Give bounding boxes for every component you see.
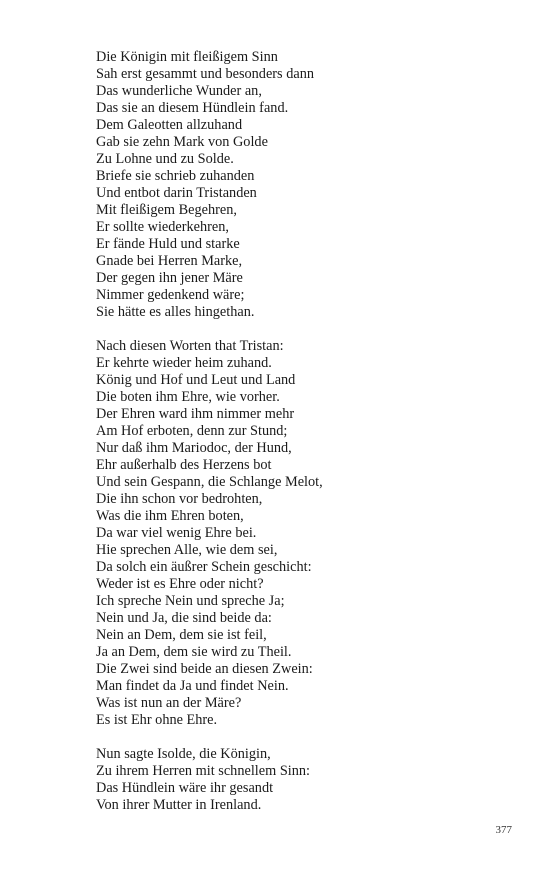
verse-line: Von ihrer Mutter in Irenland. bbox=[96, 797, 262, 813]
verse-line: Nimmer gedenkend wäre; bbox=[96, 287, 245, 303]
verse-line: Was die ihm Ehren boten, bbox=[96, 508, 244, 524]
verse-line: Mit fleißigem Begehren, bbox=[96, 202, 237, 218]
verse-line: Nach diesen Worten that Tristan: bbox=[96, 338, 284, 354]
poem-text bbox=[96, 49, 516, 814]
verse-line: Die ihn schon vor bedrohten, bbox=[96, 491, 263, 507]
verse-line: Da war viel wenig Ehre bei. bbox=[96, 525, 257, 541]
verse-line: Die boten ihm Ehre, wie vorher. bbox=[96, 389, 280, 405]
verse-line: Hie sprechen Alle, wie dem sei, bbox=[96, 542, 278, 558]
verse-line: Das Hündlein wäre ihr gesandt bbox=[96, 780, 274, 796]
verse-line: Er sollte wiederkehren, bbox=[96, 219, 229, 235]
stanza bbox=[96, 746, 516, 814]
verse-line: Er kehrte wieder heim zuhand. bbox=[96, 355, 272, 371]
verse-line: Ehr außerhalb des Herzens bot bbox=[96, 457, 272, 473]
verse-line: Er fände Huld und starke bbox=[96, 236, 240, 252]
verse-line: Der Ehren ward ihm nimmer mehr bbox=[96, 406, 295, 422]
verse-line: Am Hof erboten, denn zur Stund; bbox=[96, 423, 288, 439]
verse-line: Briefe sie schrieb zuhanden bbox=[96, 168, 255, 184]
verse-line: Da solch ein äußrer Schein geschicht: bbox=[96, 559, 312, 575]
verse-line: Sah erst gesammt und besonders dann bbox=[96, 66, 314, 82]
verse-line: Gab sie zehn Mark von Golde bbox=[96, 134, 268, 150]
verse-line: Ja an Dem, dem sie wird zu Theil. bbox=[96, 644, 292, 660]
verse-line: Nur daß ihm Mariodoc, der Hund, bbox=[96, 440, 292, 456]
verse-line: Die Königin mit fleißigem Sinn bbox=[96, 49, 278, 65]
verse-line: Gnade bei Herren Marke, bbox=[96, 253, 243, 269]
verse-line: Dem Galeotten allzuhand bbox=[96, 117, 243, 133]
verse-line: Nun sagte Isolde, die Königin, bbox=[96, 746, 271, 762]
verse-line: Zu ihrem Herren mit schnellem Sinn: bbox=[96, 763, 311, 779]
verse-line: Weder ist es Ehre oder nicht? bbox=[96, 576, 264, 592]
verse-line: Was ist nun an der Märe? bbox=[96, 695, 242, 711]
verse-line: Der gegen ihn jener Märe bbox=[96, 270, 243, 286]
verse-line: Das wunderliche Wunder an, bbox=[96, 83, 262, 99]
verse-line: Man findet da Ja und findet Nein. bbox=[96, 678, 289, 694]
verse-line: Nein und Ja, die sind beide da: bbox=[96, 610, 272, 626]
stanza bbox=[96, 49, 516, 321]
verse-line: Sie hätte es alles hingethan. bbox=[96, 304, 255, 320]
verse-line: Nein an Dem, dem sie ist feil, bbox=[96, 627, 267, 643]
verse-line: Und sein Gespann, die Schlange Melot, bbox=[96, 474, 323, 490]
page-number: 377 bbox=[495, 824, 512, 836]
verse-line: Und entbot darin Tristanden bbox=[96, 185, 257, 201]
verse-line: Das sie an diesem Hündlein fand. bbox=[96, 100, 289, 116]
verse-line: König und Hof und Leut und Land bbox=[96, 372, 296, 388]
verse-line: Zu Lohne und zu Solde. bbox=[96, 151, 234, 167]
verse-line: Es ist Ehr ohne Ehre. bbox=[96, 712, 218, 728]
stanza bbox=[96, 338, 516, 729]
verse-line: Die Zwei sind beide an diesen Zwein: bbox=[96, 661, 313, 677]
verse-line: Ich spreche Nein und spreche Ja; bbox=[96, 593, 285, 609]
